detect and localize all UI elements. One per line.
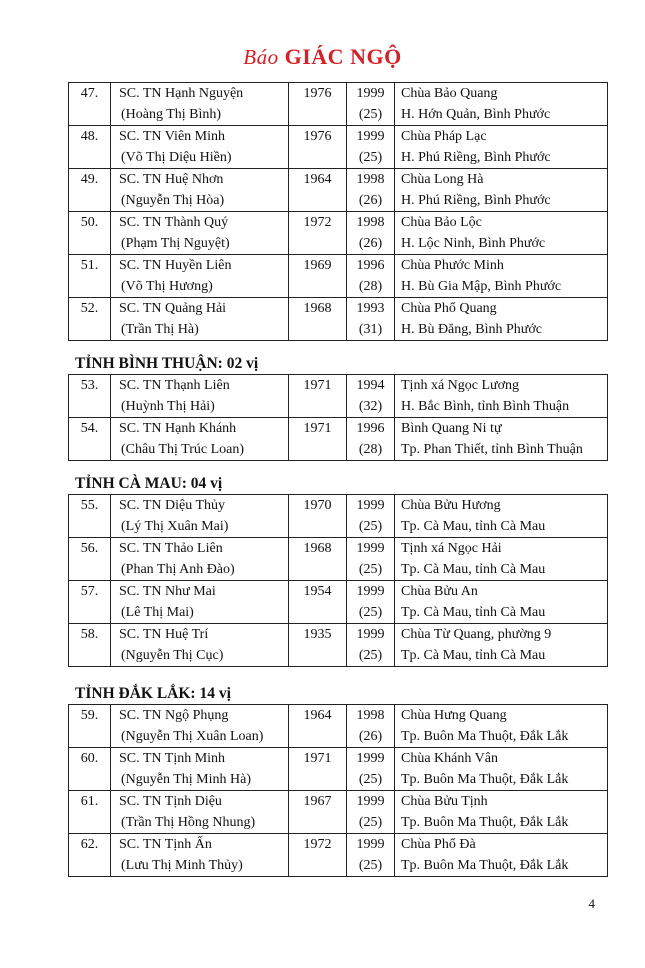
temple-address-cell <box>395 375 608 418</box>
temple-address-cell <box>395 581 608 624</box>
ordination-ord: 1998 <box>356 215 385 230</box>
birth-year-birth: 1971 <box>303 751 332 766</box>
ordination-age: (28) <box>358 442 383 457</box>
ordination-ord: 1996 <box>356 258 385 273</box>
ordination-cell <box>347 375 395 418</box>
table-row <box>69 212 608 255</box>
row-number-no: 54. <box>80 421 99 436</box>
temple-address-temple: Chùa Pháp Lạc <box>401 129 487 144</box>
temple-address-cell <box>395 748 608 791</box>
temple-address-cell <box>395 538 608 581</box>
ordination-age: (25) <box>358 648 383 663</box>
monastic-table <box>68 82 608 341</box>
temple-address-place: H. Phú Riềng, Bình Phước <box>401 193 551 208</box>
section-ca-mau <box>68 474 608 667</box>
ordination-ord: 1999 <box>356 541 385 556</box>
page-number: 4 <box>588 896 595 911</box>
temple-address-temple: Chùa Khánh Vân <box>401 751 498 766</box>
temple-address-place: Tp. Cà Mau, tỉnh Cà Mau <box>401 519 546 534</box>
temple-address-place: Tp. Buôn Ma Thuột, Đắk Lắk <box>401 815 569 830</box>
birth-year-birth: 1969 <box>303 258 332 273</box>
table-row <box>69 748 608 791</box>
row-number-cell <box>69 375 111 418</box>
monastic-name-name: SC. TN Quảng Hải <box>119 301 227 316</box>
row-number-no: 53. <box>80 378 99 393</box>
temple-address-cell <box>395 418 608 461</box>
birth-year-cell <box>289 705 347 748</box>
birth-year-cell <box>289 495 347 538</box>
row-number-cell <box>69 748 111 791</box>
table-row <box>69 538 608 581</box>
monastic-name-name: SC. TN Hạnh Nguyện <box>119 86 244 101</box>
monastic-name-lay: (Võ Thị Hương) <box>121 279 213 294</box>
temple-address-temple: Chùa Từ Quang, phường 9 <box>401 627 552 642</box>
monastic-name-name: SC. TN Như Mai <box>119 584 216 599</box>
logo-prefix: Báo <box>243 45 279 69</box>
monastic-name-cell <box>111 705 289 748</box>
monastic-name-name: SC. TN Tịnh Minh <box>119 751 226 766</box>
temple-address-place: Tp. Cà Mau, tỉnh Cà Mau <box>401 562 546 577</box>
monastic-name-cell <box>111 255 289 298</box>
temple-address-place: H. Hớn Quản, Bình Phước <box>401 107 551 122</box>
monastic-name-cell <box>111 791 289 834</box>
birth-year-birth: 1964 <box>303 708 332 723</box>
temple-address-temple: Chùa Bửu An <box>401 584 478 599</box>
table-row <box>69 495 608 538</box>
row-number-cell <box>69 495 111 538</box>
birth-year-cell <box>289 581 347 624</box>
table-row <box>69 791 608 834</box>
birth-year-birth: 1971 <box>303 421 332 436</box>
temple-address-place: H. Bắc Bình, tỉnh Bình Thuận <box>401 399 570 414</box>
temple-address-temple: Chùa Bảo Lộc <box>401 215 482 230</box>
temple-address-cell <box>395 624 608 667</box>
logo-main: GIÁC NGỘ <box>284 44 402 69</box>
section-title: TỈNH BÌNH THUẬN: 02 vị <box>75 355 259 372</box>
monastic-name-cell <box>111 834 289 877</box>
table-row <box>69 624 608 667</box>
ordination-ord: 1996 <box>356 421 385 436</box>
ordination-age: (26) <box>358 729 383 744</box>
monastic-name-lay: (Huỳnh Thị Hải) <box>121 399 215 414</box>
row-number-cell <box>69 581 111 624</box>
monastic-name-cell <box>111 538 289 581</box>
ordination-cell <box>347 538 395 581</box>
ordination-ord: 1994 <box>356 378 385 393</box>
temple-address-temple: Chùa Bảo Quang <box>401 86 498 101</box>
monastic-name-lay: (Nguyễn Thị Xuân Loan) <box>121 729 264 744</box>
temple-address-temple: Chùa Phổ Đà <box>401 837 476 852</box>
row-number-no: 50. <box>80 215 99 230</box>
temple-address-cell <box>395 255 608 298</box>
ordination-age: (25) <box>358 605 383 620</box>
monastic-name-lay: (Nguyễn Thị Cục) <box>121 648 224 663</box>
row-number-cell <box>69 791 111 834</box>
ordination-cell <box>347 212 395 255</box>
ordination-age: (26) <box>358 236 383 251</box>
row-number-no: 47. <box>80 86 99 101</box>
row-number-no: 51. <box>80 258 99 273</box>
section-dak-lak <box>68 684 608 877</box>
table-row <box>69 83 608 126</box>
monastic-name-lay: (Châu Thị Trúc Loan) <box>121 442 245 457</box>
monastic-name-name: SC. TN Thảo Liên <box>119 541 223 556</box>
monastic-name-cell <box>111 126 289 169</box>
ordination-age: (25) <box>358 772 383 787</box>
monastic-name-lay: (Nguyễn Thị Hòa) <box>121 193 225 208</box>
temple-address-place: H. Bù Gia Mập, Bình Phước <box>401 279 562 294</box>
temple-address-place: Tp. Buôn Ma Thuột, Đắk Lắk <box>401 729 569 744</box>
row-number-no: 61. <box>80 794 99 809</box>
monastic-table <box>68 494 608 667</box>
section-binh-phuoc <box>68 82 608 341</box>
birth-year-birth: 1971 <box>303 378 332 393</box>
monastic-name-lay: (Lê Thị Mai) <box>121 605 194 620</box>
ordination-age: (31) <box>358 322 383 337</box>
birth-year-birth: 1964 <box>303 172 332 187</box>
monastic-name-lay: (Lý Thị Xuân Mai) <box>121 519 229 534</box>
ordination-cell <box>347 834 395 877</box>
row-number-cell <box>69 298 111 341</box>
temple-address-temple: Chùa Bửu Tịnh <box>401 794 488 809</box>
row-number-no: 48. <box>80 129 99 144</box>
row-number-cell <box>69 83 111 126</box>
ordination-cell <box>347 705 395 748</box>
row-number-no: 58. <box>80 627 99 642</box>
ordination-cell <box>347 83 395 126</box>
table-row <box>69 418 608 461</box>
birth-year-cell <box>289 126 347 169</box>
monastic-name-cell <box>111 495 289 538</box>
ordination-cell <box>347 418 395 461</box>
monastic-name-lay: (Nguyễn Thị Minh Hà) <box>121 772 251 787</box>
temple-address-place: Tp. Phan Thiết, tỉnh Bình Thuận <box>401 442 583 457</box>
monastic-name-lay: (Lưu Thị Minh Thủy) <box>121 858 243 873</box>
ordination-cell <box>347 126 395 169</box>
temple-address-temple: Chùa Bửu Hương <box>401 498 501 513</box>
birth-year-birth: 1968 <box>303 301 332 316</box>
birth-year-cell <box>289 834 347 877</box>
ordination-cell <box>347 255 395 298</box>
birth-year-birth: 1954 <box>303 584 332 599</box>
temple-address-cell <box>395 834 608 877</box>
ordination-age: (25) <box>358 815 383 830</box>
monastic-name-lay: (Hoàng Thị Bình) <box>121 107 222 122</box>
ordination-ord: 1998 <box>356 172 385 187</box>
birth-year-birth: 1967 <box>303 794 332 809</box>
birth-year-cell <box>289 624 347 667</box>
section-binh-thuan <box>68 354 608 461</box>
monastic-name-lay: (Phan Thị Anh Đào) <box>121 562 235 577</box>
ordination-ord: 1999 <box>356 86 385 101</box>
monastic-name-lay: (Trần Thị Hồng Nhung) <box>121 815 256 830</box>
ordination-age: (26) <box>358 193 383 208</box>
table-row <box>69 255 608 298</box>
birth-year-cell <box>289 418 347 461</box>
ordination-age: (28) <box>358 279 383 294</box>
ordination-age: (32) <box>358 399 383 414</box>
table-row <box>69 298 608 341</box>
birth-year-cell <box>289 375 347 418</box>
row-number-no: 57. <box>80 584 99 599</box>
ordination-cell <box>347 298 395 341</box>
ordination-ord: 1999 <box>356 498 385 513</box>
ordination-cell <box>347 495 395 538</box>
monastic-name-cell <box>111 83 289 126</box>
temple-address-place: Tp. Buôn Ma Thuột, Đắk Lắk <box>401 858 569 873</box>
birth-year-cell <box>289 255 347 298</box>
table-row <box>69 705 608 748</box>
birth-year-cell <box>289 791 347 834</box>
ordination-ord: 1999 <box>356 129 385 144</box>
temple-address-place: H. Lộc Ninh, Bình Phước <box>401 236 546 251</box>
row-number-no: 59. <box>80 708 99 723</box>
ordination-cell <box>347 748 395 791</box>
table-row <box>69 126 608 169</box>
ordination-ord: 1999 <box>356 751 385 766</box>
table-row <box>69 581 608 624</box>
row-number-no: 56. <box>80 541 99 556</box>
row-number-cell <box>69 169 111 212</box>
birth-year-cell <box>289 538 347 581</box>
ordination-cell <box>347 791 395 834</box>
ordination-age: (25) <box>358 562 383 577</box>
ordination-ord: 1999 <box>356 584 385 599</box>
table-row <box>69 169 608 212</box>
ordination-age: (25) <box>358 519 383 534</box>
birth-year-cell <box>289 169 347 212</box>
row-number-no: 52. <box>80 301 99 316</box>
birth-year-cell <box>289 83 347 126</box>
row-number-cell <box>69 255 111 298</box>
monastic-name-cell <box>111 418 289 461</box>
birth-year-birth: 1972 <box>303 837 332 852</box>
row-number-no: 49. <box>80 172 99 187</box>
temple-address-cell <box>395 212 608 255</box>
table-row <box>69 834 608 877</box>
monastic-name-cell <box>111 624 289 667</box>
temple-address-cell <box>395 495 608 538</box>
temple-address-place: Tp. Cà Mau, tỉnh Cà Mau <box>401 605 546 620</box>
row-number-cell <box>69 212 111 255</box>
temple-address-place: H. Phú Riềng, Bình Phước <box>401 150 551 165</box>
temple-address-temple: Chùa Phổ Quang <box>401 301 497 316</box>
temple-address-temple: Chùa Hưng Quang <box>401 708 507 723</box>
row-number-cell <box>69 624 111 667</box>
temple-address-place: Tp. Cà Mau, tỉnh Cà Mau <box>401 648 546 663</box>
row-number-no: 60. <box>80 751 99 766</box>
ordination-cell <box>347 624 395 667</box>
row-number-cell <box>69 834 111 877</box>
table-row <box>69 375 608 418</box>
temple-address-temple: Bình Quang Ni tự <box>401 421 502 436</box>
birth-year-birth: 1976 <box>303 129 332 144</box>
monastic-name-name: SC. TN Tịnh Diệu <box>119 794 222 809</box>
ordination-age: (25) <box>358 107 383 122</box>
monastic-name-name: SC. TN Huệ Trí <box>119 627 209 642</box>
monastic-name-name: SC. TN Huyền Liên <box>119 258 232 273</box>
ordination-age: (25) <box>358 858 383 873</box>
row-number-cell <box>69 418 111 461</box>
monastic-name-name: SC. TN Diệu Thủy <box>119 498 226 513</box>
temple-address-place: H. Bù Đăng, Bình Phước <box>401 322 542 337</box>
monastic-table <box>68 704 608 877</box>
ordination-cell <box>347 169 395 212</box>
temple-address-cell <box>395 169 608 212</box>
ordination-ord: 1998 <box>356 708 385 723</box>
monastic-name-cell <box>111 169 289 212</box>
birth-year-birth: 1972 <box>303 215 332 230</box>
birth-year-birth: 1968 <box>303 541 332 556</box>
monastic-name-lay: (Võ Thị Diệu Hiền) <box>121 150 232 165</box>
temple-address-cell <box>395 126 608 169</box>
monastic-name-name: SC. TN Huệ Nhơn <box>119 172 224 187</box>
ordination-age: (25) <box>358 150 383 165</box>
ordination-ord: 1999 <box>356 837 385 852</box>
ordination-ord: 1999 <box>356 794 385 809</box>
ordination-cell <box>347 581 395 624</box>
monastic-name-cell <box>111 748 289 791</box>
ordination-ord: 1993 <box>356 301 385 316</box>
monastic-name-name: SC. TN Tịnh Ấn <box>119 837 212 852</box>
monastic-name-name: SC. TN Hạnh Khánh <box>119 421 237 436</box>
temple-address-place: Tp. Buôn Ma Thuột, Đắk Lắk <box>401 772 569 787</box>
monastic-name-cell <box>111 581 289 624</box>
monastic-name-name: SC. TN Thạnh Liên <box>119 378 230 393</box>
section-title: TỈNH ĐẮK LẮK: 14 vị <box>75 685 231 702</box>
monastic-name-lay: (Phạm Thị Nguyệt) <box>121 236 230 251</box>
monastic-name-name: SC. TN Ngộ Phụng <box>119 708 229 723</box>
monastic-name-name: SC. TN Thành Quý <box>119 215 229 230</box>
temple-address-cell <box>395 298 608 341</box>
birth-year-birth: 1935 <box>303 627 332 642</box>
birth-year-cell <box>289 212 347 255</box>
monastic-name-cell <box>111 212 289 255</box>
monastic-name-name: SC. TN Viên Minh <box>119 129 225 144</box>
birth-year-birth: 1976 <box>303 86 332 101</box>
monastic-table <box>68 374 608 461</box>
row-number-cell <box>69 538 111 581</box>
ordination-ord: 1999 <box>356 627 385 642</box>
birth-year-birth: 1970 <box>303 498 332 513</box>
birth-year-cell <box>289 298 347 341</box>
temple-address-cell <box>395 705 608 748</box>
monastic-name-lay: (Trần Thị Hà) <box>121 322 199 337</box>
temple-address-temple: Tịnh xá Ngọc Lương <box>401 378 520 393</box>
newspaper-logo <box>0 44 645 70</box>
temple-address-temple: Chùa Phước Minh <box>401 258 504 273</box>
row-number-cell <box>69 705 111 748</box>
section-title: TỈNH CÀ MAU: 04 vị <box>75 475 223 492</box>
temple-address-temple: Chùa Long Hà <box>401 172 484 187</box>
birth-year-cell <box>289 748 347 791</box>
row-number-no: 55. <box>80 498 99 513</box>
row-number-cell <box>69 126 111 169</box>
temple-address-temple: Tịnh xá Ngọc Hải <box>401 541 502 556</box>
temple-address-cell <box>395 83 608 126</box>
row-number-no: 62. <box>80 837 99 852</box>
monastic-name-cell <box>111 298 289 341</box>
monastic-name-cell <box>111 375 289 418</box>
temple-address-cell <box>395 791 608 834</box>
